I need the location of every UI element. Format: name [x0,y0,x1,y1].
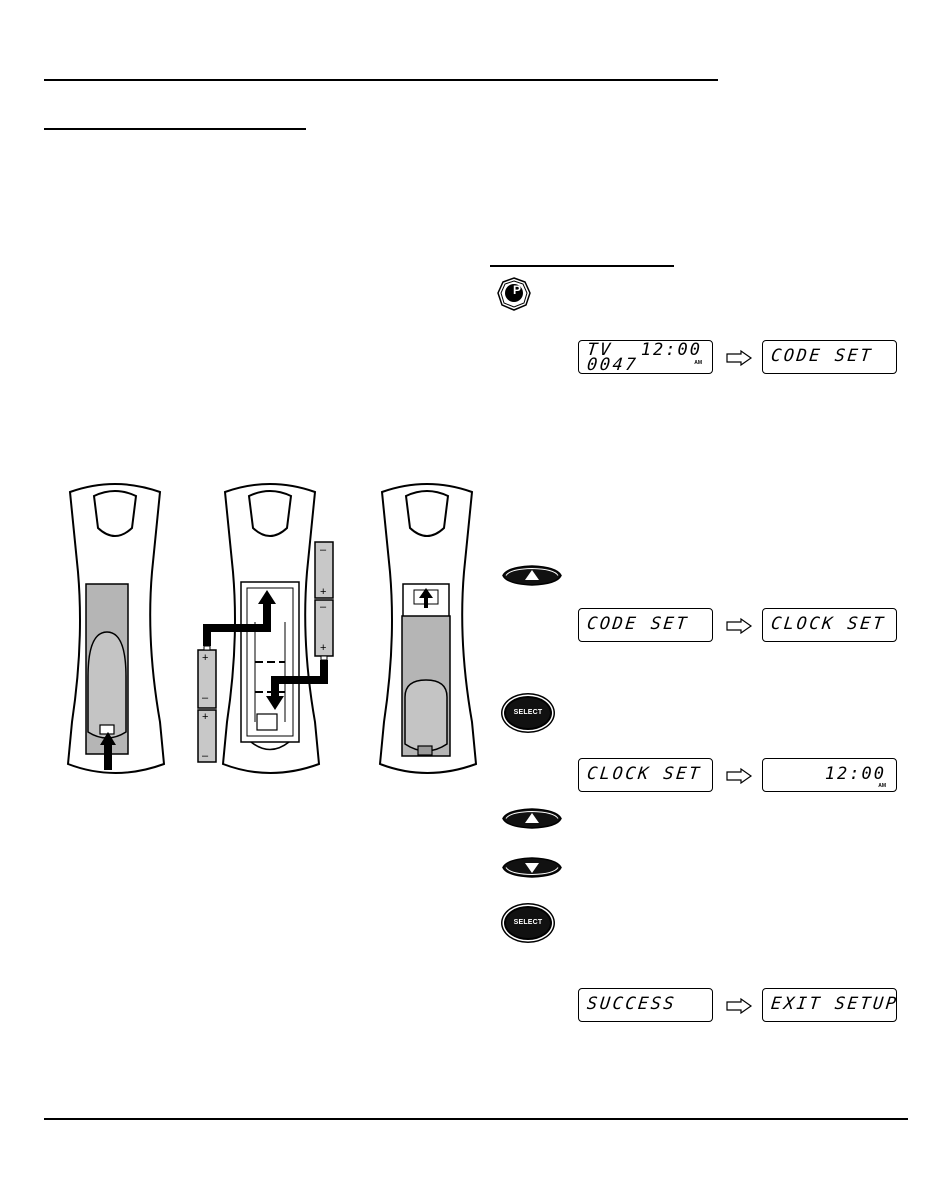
display-tv-label: TV [586,340,614,360]
battery-right-minus-top: – [320,544,327,556]
up-arrow-button-icon [501,565,563,586]
arrow-right-icon [726,350,752,366]
display-code-number: 0047 [586,355,640,375]
section-rule-left [44,128,306,130]
battery-left-plus-top: + [202,652,209,664]
arrow-right-icon [726,618,752,634]
display-text: EXIT SETUP [770,994,900,1014]
display-exit-setup [762,988,900,1022]
remote-illustration-2 [195,482,365,782]
display-success [578,988,713,1022]
battery-right-plus-top: + [320,586,327,598]
select-button-icon: SELECT [504,906,552,940]
display-text: CLOCK SET [770,614,887,634]
battery-left-plus-bottom: + [202,711,209,723]
display-ampm: AM [694,360,702,366]
down-arrow-button-icon [501,857,563,878]
display-code-set-1 [762,340,897,374]
display-clock-set-2 [578,758,713,792]
battery-right-minus-bottom: – [320,601,327,613]
arrow-right-icon [726,768,752,784]
display-clock-time [762,758,897,792]
up-arrow-button-icon [501,808,563,829]
display-clock-set-1 [762,608,897,642]
select-button-icon: SELECT [504,696,552,730]
battery-right-plus-bottom: + [320,642,327,654]
footer-rule [44,1118,908,1120]
battery-left-minus-bottom: – [202,750,209,762]
display-text: CODE SET [770,346,874,366]
header-rule [44,79,718,81]
display-code-set-2 [578,608,713,642]
remote-illustration-1 [60,482,170,782]
battery-left-minus-top: – [202,692,209,704]
section-rule-right [490,265,674,267]
arrow-right-icon [726,998,752,1014]
display-text: CLOCK SET [586,764,703,784]
display-text: SUCCESS [586,994,678,1014]
remote-illustration-3 [372,482,482,782]
display-time: 12:00 [824,764,886,784]
display-ampm: AM [878,783,886,789]
display-time: 12:00 [640,340,702,360]
display-tv-code [578,340,713,374]
prog-button-label: P [512,283,521,297]
display-text: CODE SET [586,614,690,634]
